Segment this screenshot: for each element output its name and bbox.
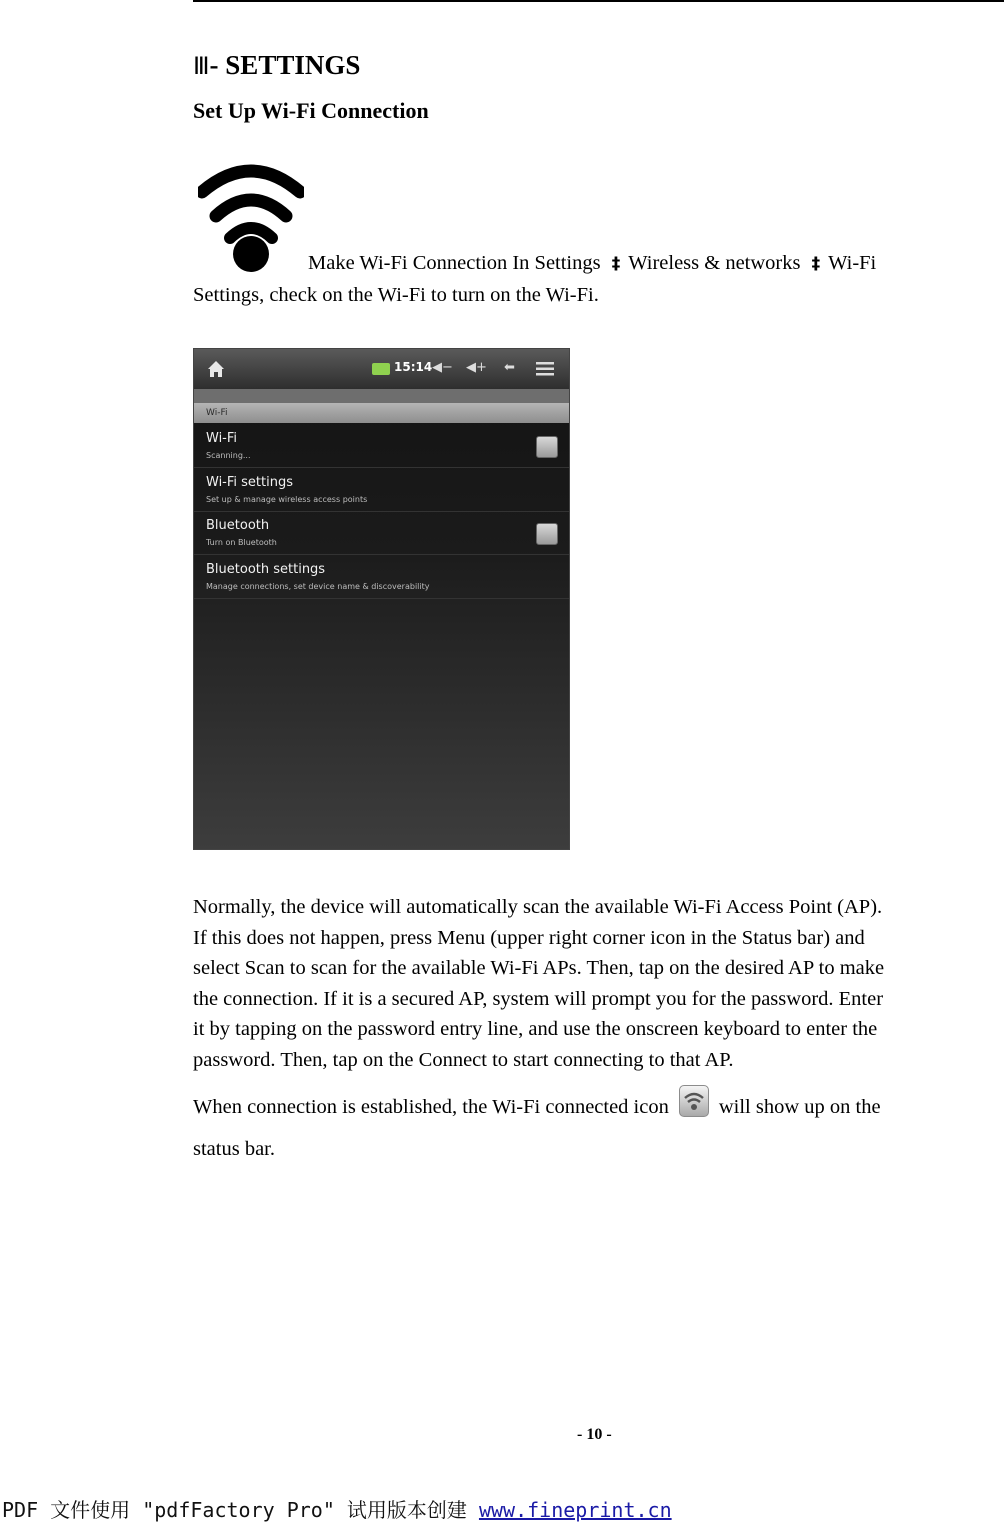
- bluetooth-checkbox[interactable]: [536, 523, 558, 545]
- setting-summary: Scanning...: [206, 451, 251, 460]
- intro-part-3: Wi-Fi: [828, 252, 877, 274]
- top-rule: [193, 0, 1004, 2]
- wifi-connected-icon: [679, 1085, 709, 1117]
- volume-down-icon: ◀−: [432, 360, 453, 375]
- section-title-text: - SETTINGS: [209, 50, 361, 80]
- section-title: [193, 50, 360, 81]
- footer-link[interactable]: www.fineprint.cn: [478, 1498, 672, 1522]
- arrow-glyph-2: ‡: [811, 254, 821, 274]
- setting-summary: Manage connections, set device name & discoverability: [206, 582, 430, 591]
- battery-icon: [372, 363, 390, 375]
- body-line: select Scan to scan for the available Wi-Fi APs. Then, tap on the desired AP to make: [193, 957, 885, 979]
- intro-part-2: Wireless & networks: [628, 252, 801, 274]
- back-icon: ⬅: [504, 360, 515, 375]
- section-numeral: Ⅲ: [193, 52, 210, 80]
- body-line: the connection. If it is a secured AP, system will prompt you for the password. Enter: [193, 987, 884, 1010]
- body-line: Normally, the device will automatically scan the available Wi-Fi Access Point (AP).: [193, 896, 883, 918]
- subsection-title: Set Up Wi-Fi Connection: [193, 98, 429, 123]
- setting-row-wifi-settings[interactable]: [194, 469, 569, 512]
- status-clock: 15:14: [394, 360, 433, 374]
- setting-title: Bluetooth settings: [206, 562, 326, 577]
- footer-text: PDF 文件使用 "pdfFactory Pro" 试用版本创建: [2, 1498, 479, 1522]
- arrow-glyph: ‡: [611, 254, 621, 274]
- category-header: Wi-Fi: [194, 403, 569, 423]
- setting-row-bluetooth[interactable]: [194, 512, 569, 555]
- settings-screenshot: [193, 348, 570, 850]
- status-bar-line: status bar.: [193, 1138, 275, 1160]
- connection-text-after: will show up on the: [718, 1096, 881, 1118]
- intro-part-1: Make Wi-Fi Connection In Settings: [308, 252, 601, 274]
- setting-title: Bluetooth: [206, 518, 270, 533]
- body-line: password. Then, tap on the Connect to start connecting to that AP.: [193, 1048, 734, 1071]
- body-line: it by tapping on the password entry line, and use the onscreen keyboard to enter the: [193, 1018, 878, 1040]
- body-paragraph: [193, 892, 993, 1075]
- connection-text-before: When connection is established, the Wi-Fi connected icon: [193, 1096, 669, 1118]
- connection-line: [193, 1096, 881, 1119]
- intro-line-2: Settings, check on the Wi-Fi to turn on the Wi-Fi.: [193, 284, 599, 306]
- volume-up-icon: ◀+: [466, 360, 487, 375]
- setting-row-wifi[interactable]: [194, 425, 569, 468]
- setting-summary: Set up & manage wireless access points: [206, 495, 368, 504]
- menu-icon: [536, 361, 554, 377]
- wifi-icon: [198, 156, 304, 274]
- wifi-checkbox[interactable]: [536, 436, 558, 458]
- status-bar: [194, 349, 569, 389]
- settings-header: [194, 389, 569, 403]
- setting-title: Wi-Fi: [206, 431, 238, 446]
- intro-line-1: [308, 252, 876, 275]
- setting-row-bluetooth-settings[interactable]: [194, 556, 569, 599]
- setting-title: Wi-Fi settings: [206, 475, 293, 490]
- pdf-footer: [2, 1494, 672, 1523]
- setting-summary: Turn on Bluetooth: [206, 538, 277, 547]
- body-line: If this does not happen, press Menu (upper right corner icon in the Status bar) and: [193, 926, 865, 949]
- home-icon: [206, 359, 226, 379]
- page-number: - 10 -: [577, 1426, 612, 1443]
